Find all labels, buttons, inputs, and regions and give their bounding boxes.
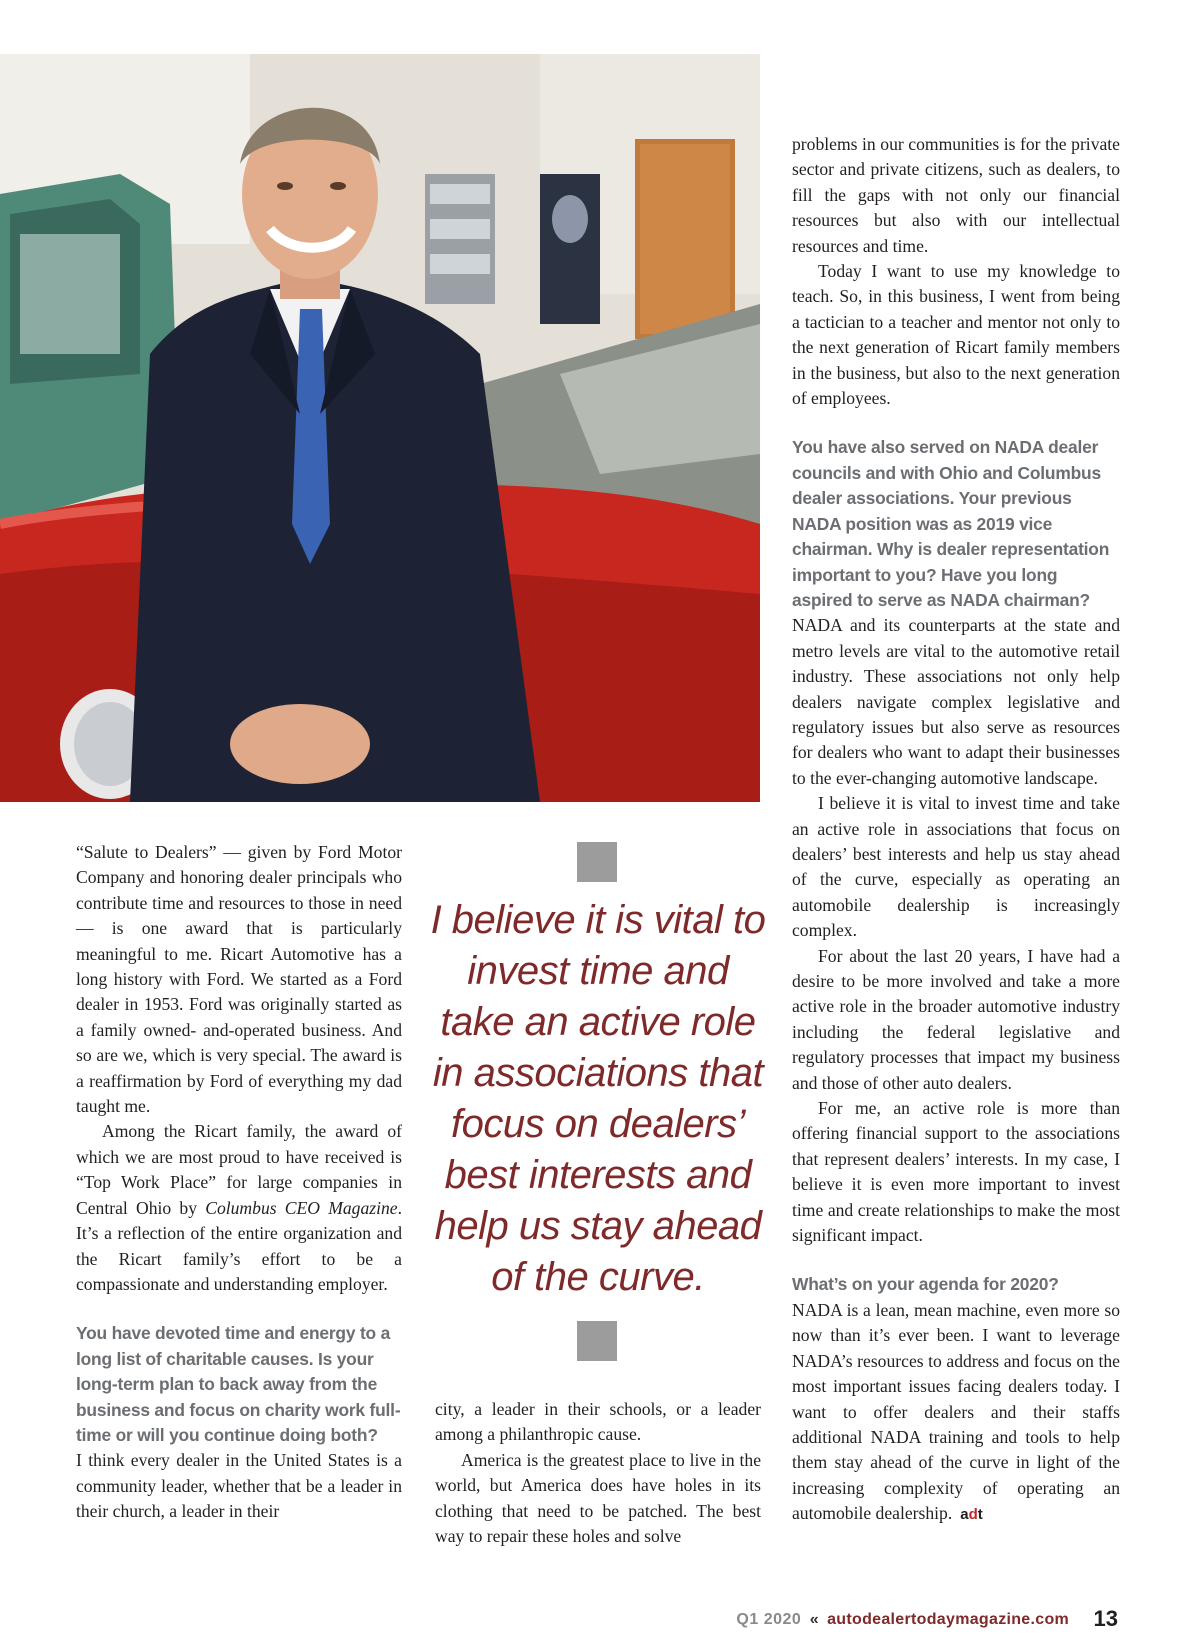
body-paragraph: Today I want to use my knowledge to teach. So, in this business, I went from being a tactician to a teacher and mentor not only to the next generation of Ricart family members in the business, but also to the next generation of employees. bbox=[792, 261, 1120, 409]
body-paragraph: America is the greatest place to live in the world, but America does have holes in its clothing that need to be patched. The best way to repair these holes and solve bbox=[435, 1449, 761, 1547]
chevron-left-icon: « bbox=[809, 1611, 819, 1628]
body-paragraph: For me, an active role is more than offering financial support to the associations that represent dealers’ interests. In my case, I believe it is even more important to invest time and create relationships to make the most significant impact. bbox=[792, 1098, 1120, 1246]
website-link[interactable]: autodealertodaymagazine.com bbox=[827, 1611, 1070, 1628]
page-footer bbox=[736, 1604, 1118, 1630]
issue-label: Q1 2020 bbox=[736, 1611, 802, 1628]
page-number: 13 bbox=[1093, 1606, 1118, 1631]
body-paragraph: Among the Ricart family, the award of which we are most proud to have received is “Top Work Place” for large companies in Central Ohio by Columbus CEO Magazine. It’s a reflection of the entire organization and the Ricart family’s effort to be a compassionate and understanding employer. bbox=[76, 1121, 402, 1294]
interview-question: What’s on your agenda for 2020? bbox=[792, 1274, 1059, 1295]
body-paragraph: I think every dealer in the United States is a community leader, whether that be a leader in their church, a leader in their bbox=[76, 1450, 402, 1522]
body-paragraph: For about the last 20 years, I have had a desire to be more involved and take a more active role in the broader automotive industry including the federal legislative and regulatory processes that impact my business and those of other auto dealers. bbox=[792, 945, 1120, 1093]
interview-question: You have devoted time and energy to a long list of charitable causes. Is your long-term plan to back away from the business and focus on charity work full-time or will you continue doing both? bbox=[76, 1323, 401, 1445]
interview-question: You have also served on NADA dealer councils and with Ohio and Columbus dealer associations. Your previous NADA position was as 2019 vice chairman. Why is dealer representation important to you? Have you long aspired to serve as NADA chairman? bbox=[792, 437, 1110, 610]
feature-photo bbox=[0, 54, 760, 802]
pullquote-bottom-square bbox=[577, 1321, 617, 1361]
left-column bbox=[76, 840, 402, 1525]
right-column bbox=[792, 132, 1120, 1528]
body-paragraph: I believe it is vital to invest time and take an active role in associations that focus on dealers’ best interests and help us stay ahead of the curve, especially as operating an automobile dealership is increasingly complex. bbox=[792, 793, 1120, 941]
middle-column bbox=[435, 1397, 761, 1549]
body-paragraph: city, a leader in their schools, or a leader among a philanthropic cause. bbox=[435, 1399, 761, 1445]
pull-quote: I believe it is vital to invest time and take an active role in associations that focus on dealers’ best interests and help us stay ahead of the curve. bbox=[430, 898, 766, 1299]
body-paragraph: “Salute to Dealers” — given by Ford Motor Company and honoring dealer principals who contribute time and resources to those in need — is one award that is particularly meaningful to me. Ricart Automotive has a long history with Ford. We started as a Ford dealer in 1953. Ford was originally started as a family owned- and-operated business. And so are we, which is very special. The award is a reaffirmation by Ford of everything my dad taught me. bbox=[76, 842, 402, 1117]
body-paragraph: NADA is a lean, mean machine, even more so now than it’s ever been. I want to leverage NADA’s resources to address and focus on the most important issues facing dealers today. I want to offer dealers and their staffs additional NADA training and tools to help them stay ahead of the curve in light of the increasing complexity of operating an automobile dealership. adt bbox=[792, 1298, 1120, 1528]
pullquote-top-square bbox=[577, 842, 617, 882]
body-paragraph: NADA and its counterparts at the state and metro levels are vital to the automotive retail industry. These associations not only help dealers navigate complex legislative and regulatory issues but also serve as resources for dealers who want to adapt their businesses to the ever-changing automotive landscape. bbox=[792, 615, 1120, 788]
body-paragraph: problems in our communities is for the private sector and private citizens, such as dealers, to fill the gaps with not only our financial resources but also with our intellectual resources and time. bbox=[792, 134, 1120, 256]
end-of-article-mark: adt bbox=[960, 1506, 983, 1524]
